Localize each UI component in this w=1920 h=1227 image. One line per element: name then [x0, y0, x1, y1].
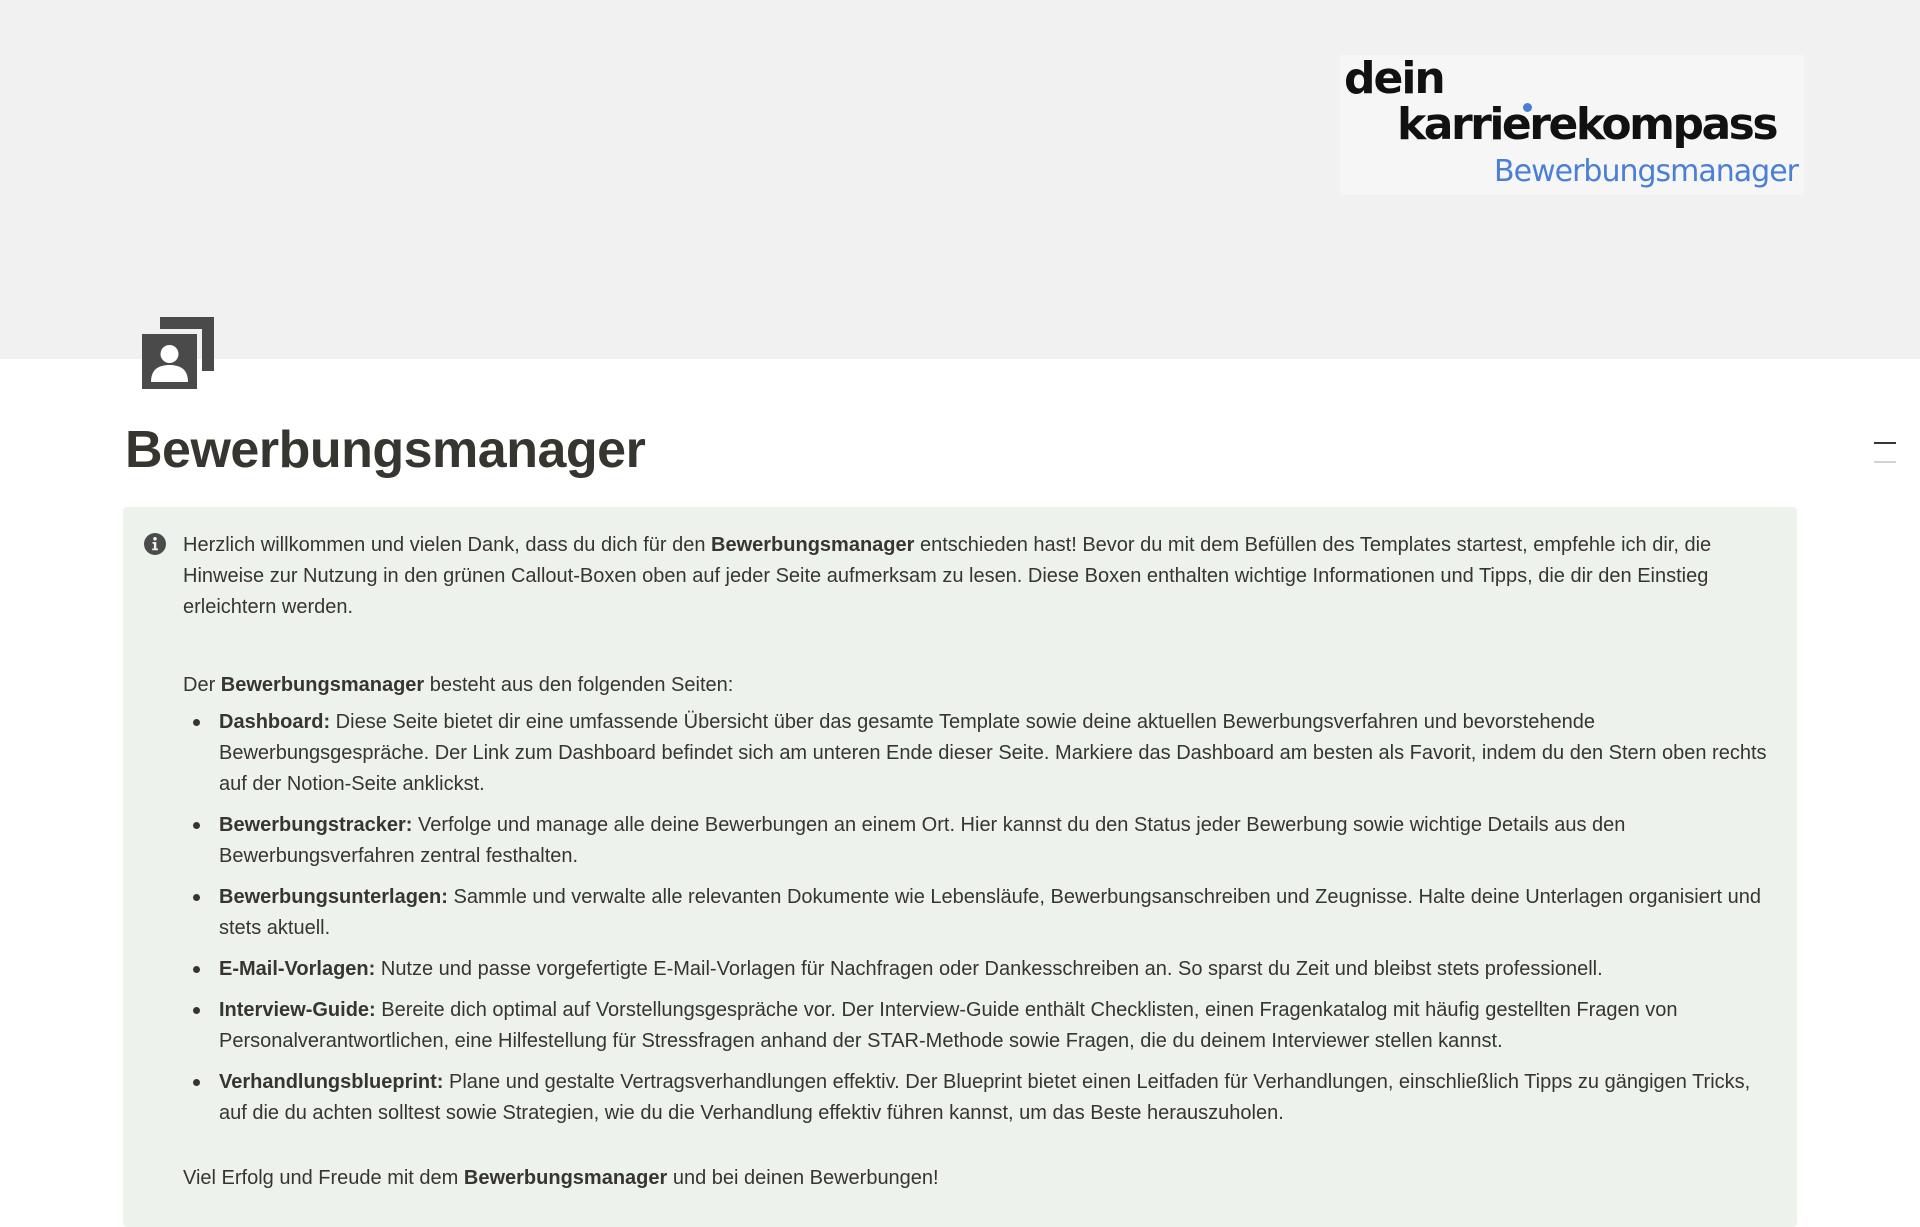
bullet-dot [193, 894, 200, 901]
list-item-dashboard: Dashboard: Diese Seite bietet dir eine umfassende Übersicht über das gesamte Template sowie deine aktuellen Bewerbungsverfahren und bevorstehende Bewerbungsgespräche. Der Link zum Dashboard befindet sich am unteren Ende dieser Seite. Markiere das Dashboard am besten als Favorit, indem du den Stern oben rechts auf der Notion-Seite anklickst. [183, 707, 1773, 800]
callout-content [183, 530, 1773, 1194]
page-title[interactable]: Bewerbungsmanager [125, 421, 646, 479]
contact-card-icon[interactable] [142, 317, 214, 389]
pages-intro-paragraph: Der Bewerbungsmanager besteht aus den folgenden Seiten: [183, 674, 734, 696]
brand-logo [1340, 55, 1804, 195]
list-item-verhandlungsblueprint: Verhandlungsblueprint: Plane und gestalte Vertragsverhandlungen effektiv. Der Blueprint bietet einen Leitfaden für Verhandlungen, einschließlich Tipps zu gängigen Tricks, auf die du achten solltest sowie Strategien, wie du die Verhandlung effektiv führen kannst, um das Beste herauszuholen. [183, 1067, 1773, 1129]
logo-line-dein: dein [1344, 53, 1444, 104]
list-item-bewerbungstracker: Bewerbungstracker: Verfolge und manage alle deine Bewerbungen an einem Ort. Hier kannst du den Status jeder Bewerbung sowie wichtige Details aus den Bewerbungsverfahren zentral festhalten. [183, 810, 1773, 872]
bullet-dot [193, 966, 200, 973]
list-item-bewerbungsunterlagen: Bewerbungsunterlagen: Sammle und verwalte alle relevanten Dokumente wie Lebensläufe, Bewerbungsanschreiben und Zeugnisse. Halte deine Unterlagen organisiert und stets aktuell. [183, 882, 1773, 944]
pages-list [183, 707, 1773, 1129]
list-item-email-vorlagen: E-Mail-Vorlagen: Nutze und passe vorgefertigte E-Mail-Vorlagen für Nachfragen oder Dankesschreiben an. So sparst du Zeit und bleibst stets professionell. [183, 954, 1773, 985]
bullet-dot [193, 1079, 200, 1086]
list-item-interview-guide: Interview-Guide: Bereite dich optimal auf Vorstellungsgespräche vor. Der Interview-Guide enthält Checklisten, einen Fragenkatalog mit häufig gestellten Fragen von Personalverantwortlichen, eine Hilfestellung für Stressfragen anhand der STAR-Methode sowie Fragen, die du deinem Interviewer stellen kannst. [183, 995, 1773, 1057]
logo-line-bewerbungsmanager: Bewerbungsmanager [1494, 154, 1798, 189]
bullet-dot [193, 1007, 200, 1014]
table-of-contents-icon[interactable] [1874, 441, 1896, 463]
outro-paragraph: Viel Erfolg und Freude mit dem Bewerbungsmanager und bei deinen Bewerbungen! [183, 1167, 939, 1189]
page-cover[interactable] [0, 0, 1920, 359]
logo-line-karrierekompass: karrierekompass [1397, 99, 1777, 150]
bullet-dot [193, 822, 200, 829]
bullet-dot [193, 719, 200, 726]
intro-paragraph: Herzlich willkommen und vielen Dank, dass du dich für den Bewerbungsmanager entschieden hast! Bevor du mit dem Befüllen des Templates startest, empfehle ich dir, die Hinweise zur Nutzung in den grünen Callout-Boxen oben auf jeder Seite aufmerksam zu lesen. Diese Boxen enthalten wichtige Informationen und Tipps, die dir den Einstieg erleichtern werden. [183, 534, 1712, 618]
info-icon[interactable] [143, 532, 167, 556]
empty-line [183, 623, 1773, 670]
